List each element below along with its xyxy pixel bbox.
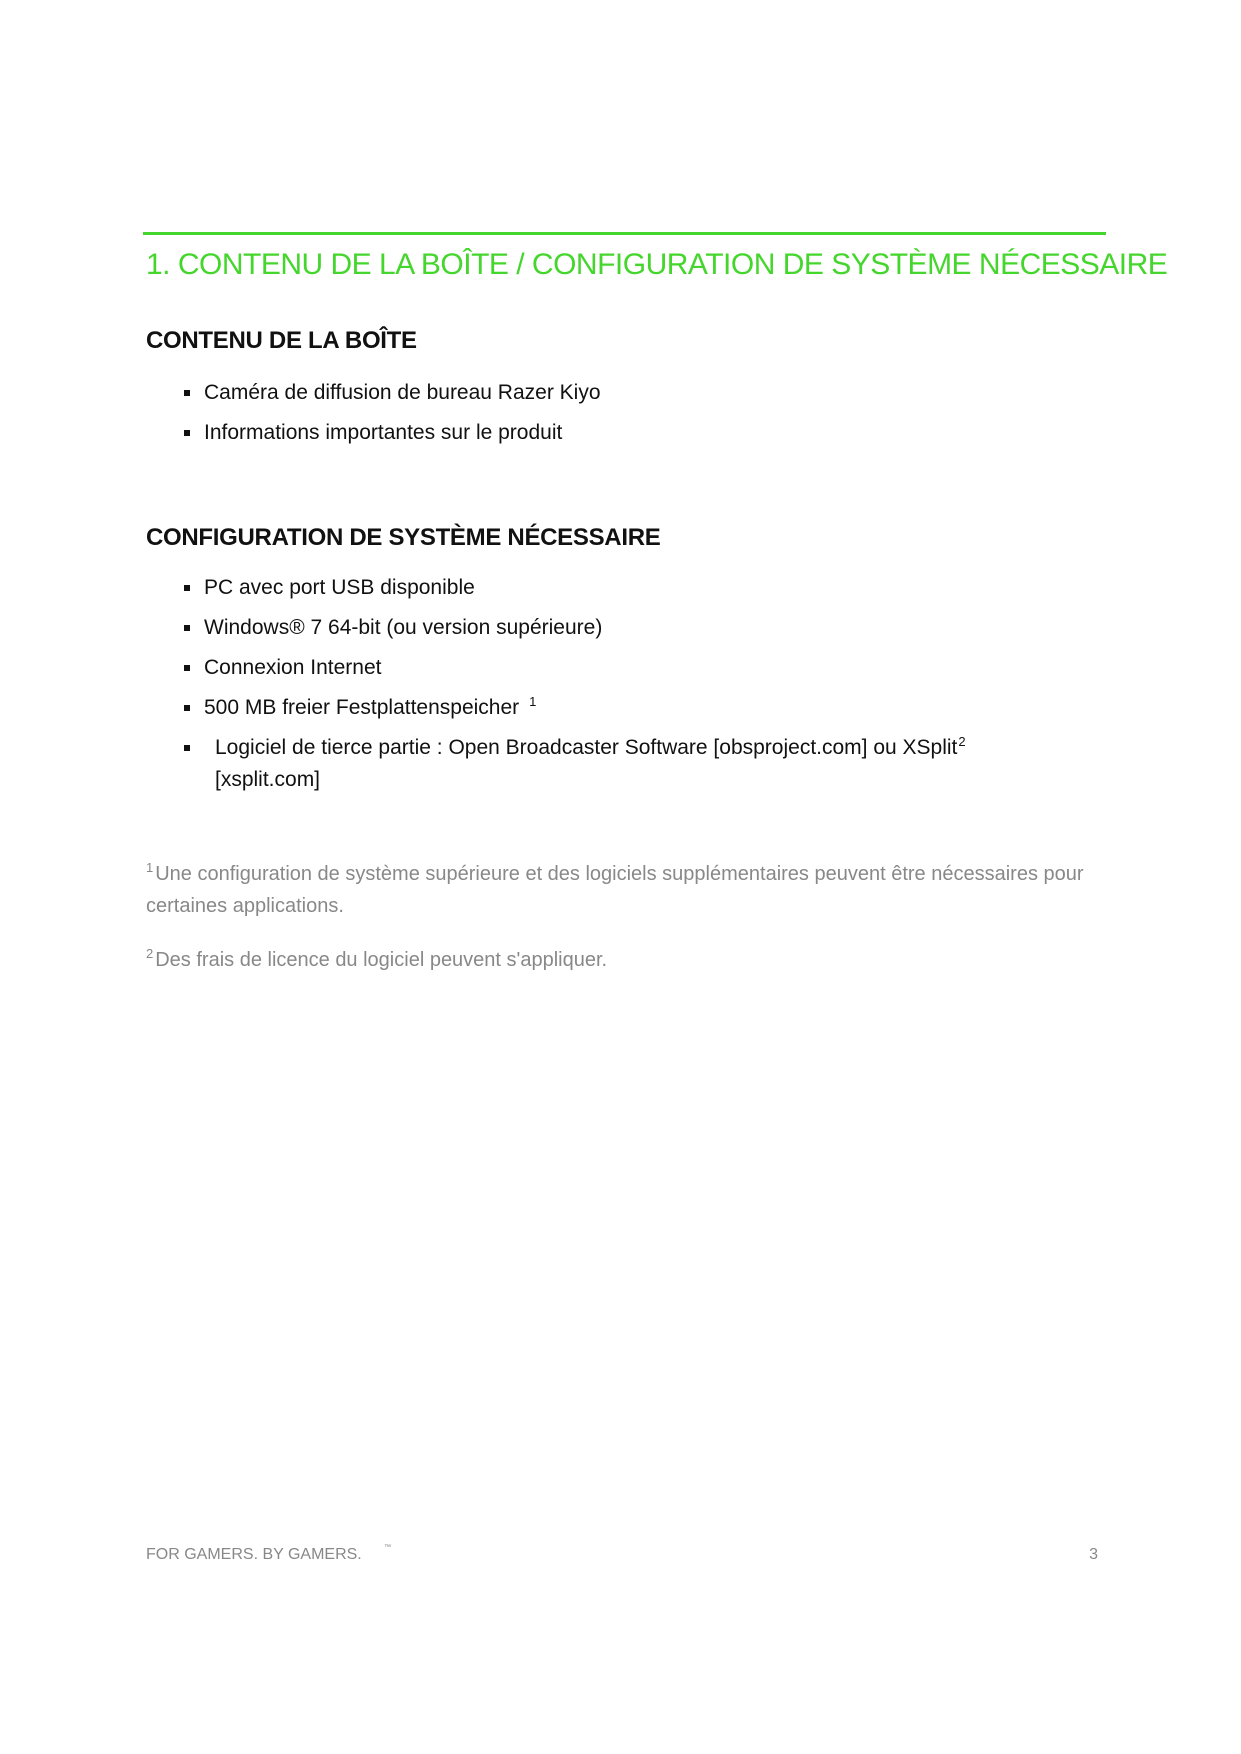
- bullet-square-icon: [184, 705, 190, 711]
- list-item-text-continuation: [xsplit.com]: [215, 768, 321, 791]
- list-item-text: Informations importantes sur le produit: [204, 421, 563, 444]
- section-heading-contents: CONTENU DE LA BOÎTE: [146, 327, 417, 354]
- contents-list: [184, 377, 1034, 457]
- footnote-mark: 2: [146, 946, 154, 962]
- footer-tagline: FOR GAMERS. BY GAMERS.: [146, 1546, 362, 1563]
- bullet-square-icon: [184, 625, 190, 631]
- footnote-mark: 1: [146, 860, 154, 876]
- list-item-text: Connexion Internet: [204, 656, 382, 679]
- bullet-square-icon: [184, 430, 190, 436]
- bullet-square-icon: [184, 390, 190, 396]
- page-number: 3: [1089, 1546, 1098, 1563]
- footnote-reference: 1: [529, 694, 537, 709]
- bullet-square-icon: [184, 745, 190, 751]
- section-heading-system-requirements: CONFIGURATION DE SYSTÈME NÉCESSAIRE: [146, 524, 661, 551]
- chapter-title: 1. CONTENU DE LA BOÎTE / CONFIGURATION DE SYSTÈME NÉCESSAIRE: [146, 248, 1168, 281]
- list-item: [184, 417, 1034, 449]
- list-item-text: 500 MB freier Festplattenspeicher: [204, 696, 520, 719]
- bullet-square-icon: [184, 665, 190, 671]
- list-item: [184, 377, 1034, 409]
- footnote-text: Une configuration de système supérieure et des logiciels supplémentaires peuvent être nécessaires pour certaines applications.: [146, 863, 1084, 917]
- list-item-text: Caméra de diffusion de bureau Razer Kiyo: [204, 381, 601, 404]
- bullet-square-icon: [184, 585, 190, 591]
- footnote-reference: 2: [958, 734, 966, 749]
- footnote-text: Des frais de licence du logiciel peuvent s'appliquer.: [155, 949, 608, 971]
- list-item-text: PC avec port USB disponible: [204, 576, 475, 599]
- trademark-symbol: ™: [384, 1544, 391, 1551]
- list-item-text: Logiciel de tierce partie : Open Broadcaster Software [obsproject.com] ou XSplit: [215, 736, 958, 759]
- chapter-divider: [143, 232, 1106, 235]
- list-item: [184, 572, 1034, 604]
- list-item: [184, 612, 1034, 644]
- footnote: [146, 858, 1106, 922]
- list-item: [184, 732, 1034, 796]
- list-item: [184, 652, 1034, 684]
- list-item: [184, 692, 1034, 724]
- system-requirements-list: [184, 572, 1034, 804]
- list-item-text: Windows® 7 64-bit (ou version supérieure): [204, 616, 603, 639]
- footnote: [146, 944, 1106, 976]
